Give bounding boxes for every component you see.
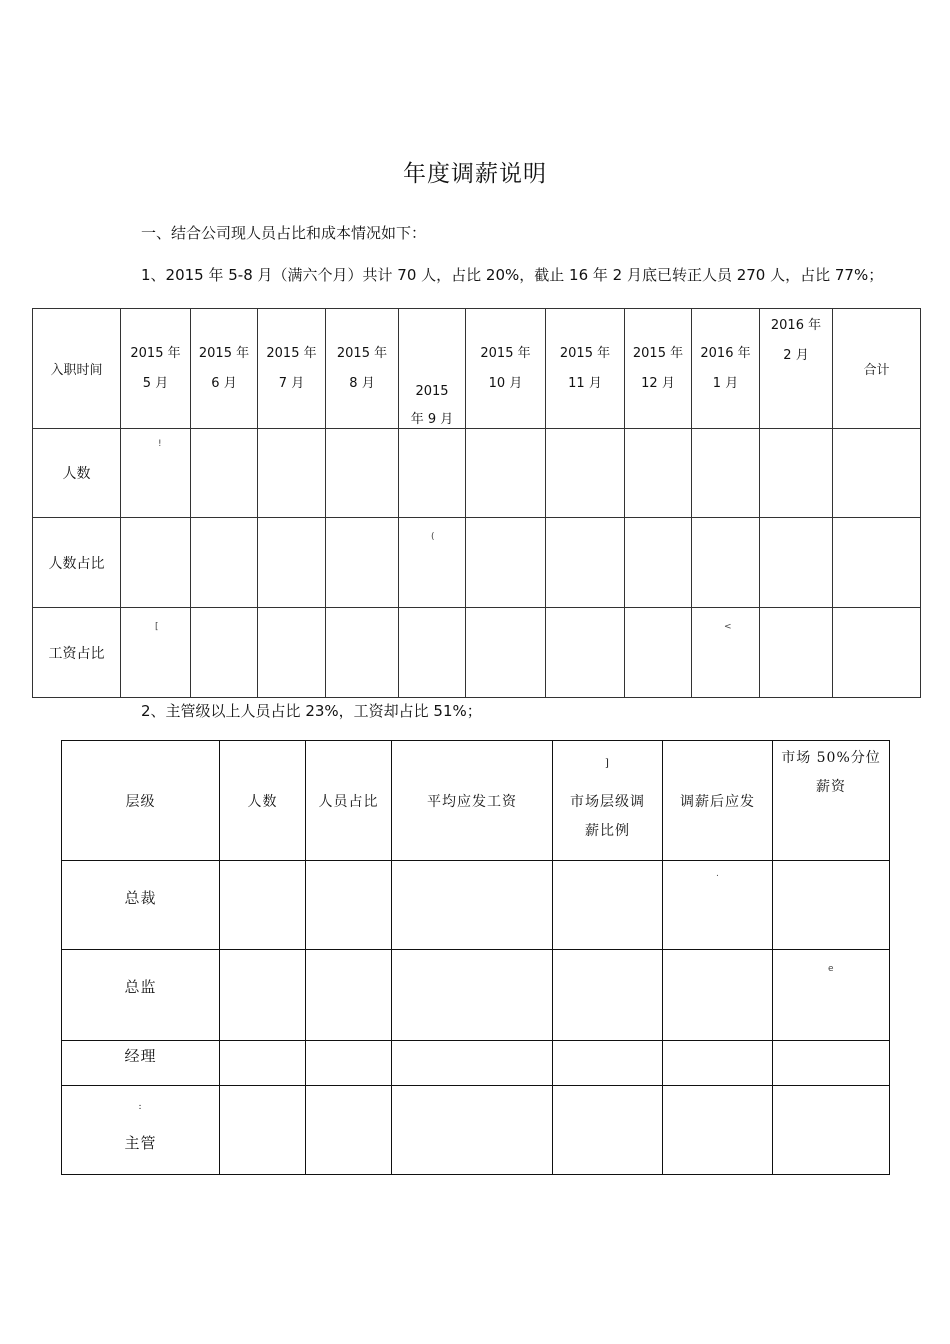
col-header-line1: 2015 年 (130, 345, 181, 361)
col-header (773, 741, 890, 861)
table-cell (663, 861, 773, 950)
table-cell (760, 429, 833, 518)
col-header-line1: 市场层级调 (570, 794, 645, 810)
col-header-line1: 2015 年 (480, 345, 531, 361)
table-cell (773, 861, 890, 950)
table-cell (553, 1086, 663, 1175)
table-cell (258, 429, 326, 518)
table-cell (773, 1086, 890, 1175)
stray-mark: < (724, 622, 732, 632)
stray-mark: ! (158, 439, 162, 449)
table-cell (833, 429, 921, 518)
col-header (191, 309, 258, 429)
point-1-text: 1、2015 年 5-8 月（满六个月）共计 70 人，占比 20%，截止 16 年 2 月底已转正人员 270 人，占比 77%； (141, 266, 884, 284)
table-cell (191, 518, 258, 608)
col-header (326, 309, 399, 429)
table-cell (466, 518, 546, 608)
row-label: 人数占比 (33, 518, 121, 608)
table-cell (663, 1086, 773, 1175)
point-2-text: 2、主管级以上人员占比 23%，工资却占比 51%； (141, 702, 482, 720)
col-header-line2: 7 月 (278, 375, 305, 391)
row-label (62, 1041, 220, 1086)
stray-mark: [ (155, 622, 159, 632)
col-header-line2: 年 9 月 (410, 412, 454, 427)
col-header-line2: 6 月 (211, 375, 237, 391)
table-cell (392, 1086, 553, 1175)
col-header-line1: 2016 年 (700, 345, 751, 361)
col-header (760, 309, 833, 429)
table-cell (546, 518, 625, 608)
table-cell (121, 429, 191, 518)
table-cell (692, 429, 760, 518)
col-header: 人员占比 (306, 741, 392, 861)
table-cell (760, 518, 833, 608)
total-label: 合计 (863, 363, 890, 378)
table-row (33, 518, 921, 608)
table-cell (258, 608, 326, 698)
row-label: 人数 (33, 429, 121, 518)
table-cell (692, 518, 760, 608)
table-header-row (62, 741, 890, 861)
col-header-line2: 1 月 (712, 375, 739, 391)
entry-time-table (32, 308, 921, 698)
col-header-line1: 市场 50%分位 (781, 750, 881, 766)
table-row (33, 608, 921, 698)
table-cell (306, 861, 392, 950)
table-cell (220, 1086, 306, 1175)
table-row (62, 1086, 890, 1175)
col-header-line2: 2 月 (783, 348, 809, 363)
row-label (62, 861, 220, 950)
col-header: 平均应发工资 (392, 741, 553, 861)
col-header-line2: 11 月 (568, 375, 602, 391)
table-cell (553, 950, 663, 1041)
col-header-line1: 2015 年 (632, 345, 684, 361)
table-cell (399, 518, 466, 608)
col-header (399, 309, 466, 429)
table-cell (625, 518, 692, 608)
section-heading: 一、结合公司现人员占比和成本情况如下： (141, 224, 427, 242)
stray-mark: ( (431, 532, 435, 542)
table-cell (553, 1041, 663, 1086)
table-cell (392, 950, 553, 1041)
row-label (62, 950, 220, 1041)
table-cell (220, 861, 306, 950)
col-header-line1: 2015 年 (559, 345, 611, 361)
table-cell (625, 429, 692, 518)
table-cell (663, 950, 773, 1041)
col-header-line1: 2015 (415, 384, 449, 399)
row-label-text: 主管 (124, 1134, 157, 1152)
col-header-line2: 薪比例 (585, 823, 630, 839)
table-header-row (33, 309, 921, 429)
stray-mark: e (828, 964, 835, 974)
col-header (466, 309, 546, 429)
col-header: 层级 (62, 741, 220, 861)
table-cell (121, 608, 191, 698)
col-header (258, 309, 326, 429)
corner-label: 入职时间 (50, 363, 103, 378)
table-cell (553, 861, 663, 950)
table-row (33, 429, 921, 518)
row-label-text: 经理 (124, 1047, 157, 1065)
table-cell (625, 608, 692, 698)
col-header (625, 309, 692, 429)
table-cell (220, 1041, 306, 1086)
col-header (546, 309, 625, 429)
table-cell (306, 950, 392, 1041)
table-cell (326, 608, 399, 698)
table-cell (833, 608, 921, 698)
stray-mark: : (138, 1102, 143, 1112)
table-cell (392, 1041, 553, 1086)
col-header-line1: 2015 年 (266, 345, 317, 361)
document-title: 年度调薪说明 (403, 161, 547, 187)
col-header: 调薪后应发 (663, 741, 773, 861)
table-cell (258, 518, 326, 608)
total-header (833, 309, 921, 429)
row-label-text: 总裁 (124, 889, 157, 907)
table-row (62, 1041, 890, 1086)
col-header (692, 309, 760, 429)
table-cell (306, 1041, 392, 1086)
stray-mark: ] (605, 758, 610, 769)
row-label-text: 总监 (124, 978, 157, 996)
table-cell (466, 608, 546, 698)
col-header-line2: 8 月 (349, 375, 375, 391)
table-cell (220, 950, 306, 1041)
col-header-line2: 5 月 (142, 375, 169, 391)
col-header-line2: 10 月 (488, 375, 523, 391)
table-cell (692, 608, 760, 698)
col-header (121, 309, 191, 429)
table-cell (326, 429, 399, 518)
level-salary-table (61, 740, 890, 1175)
table-cell (191, 608, 258, 698)
stray-mark: . (716, 869, 720, 879)
table-cell (760, 608, 833, 698)
table-cell (399, 429, 466, 518)
table-row (62, 861, 890, 950)
corner-header (33, 309, 121, 429)
table-cell (326, 518, 399, 608)
table-cell (392, 861, 553, 950)
col-header-line2: 12 月 (641, 375, 675, 391)
col-header-line1: 2015 年 (336, 345, 388, 361)
table-cell (663, 1041, 773, 1086)
table-cell (773, 1041, 890, 1086)
col-header: 人数 (220, 741, 306, 861)
row-label (62, 1086, 220, 1175)
table-cell (546, 429, 625, 518)
table-cell (121, 518, 191, 608)
col-header-line1: 2016 年 (770, 318, 822, 333)
table-cell (306, 1086, 392, 1175)
col-header-line1: 2015 年 (198, 345, 250, 361)
col-header (553, 741, 663, 861)
col-header-line2: 薪资 (816, 779, 846, 795)
table-cell (466, 429, 546, 518)
table-cell (399, 608, 466, 698)
table-cell (546, 608, 625, 698)
table-cell (833, 518, 921, 608)
table-cell (773, 950, 890, 1041)
row-label: 工资占比 (33, 608, 121, 698)
table-row (62, 950, 890, 1041)
table-cell (191, 429, 258, 518)
